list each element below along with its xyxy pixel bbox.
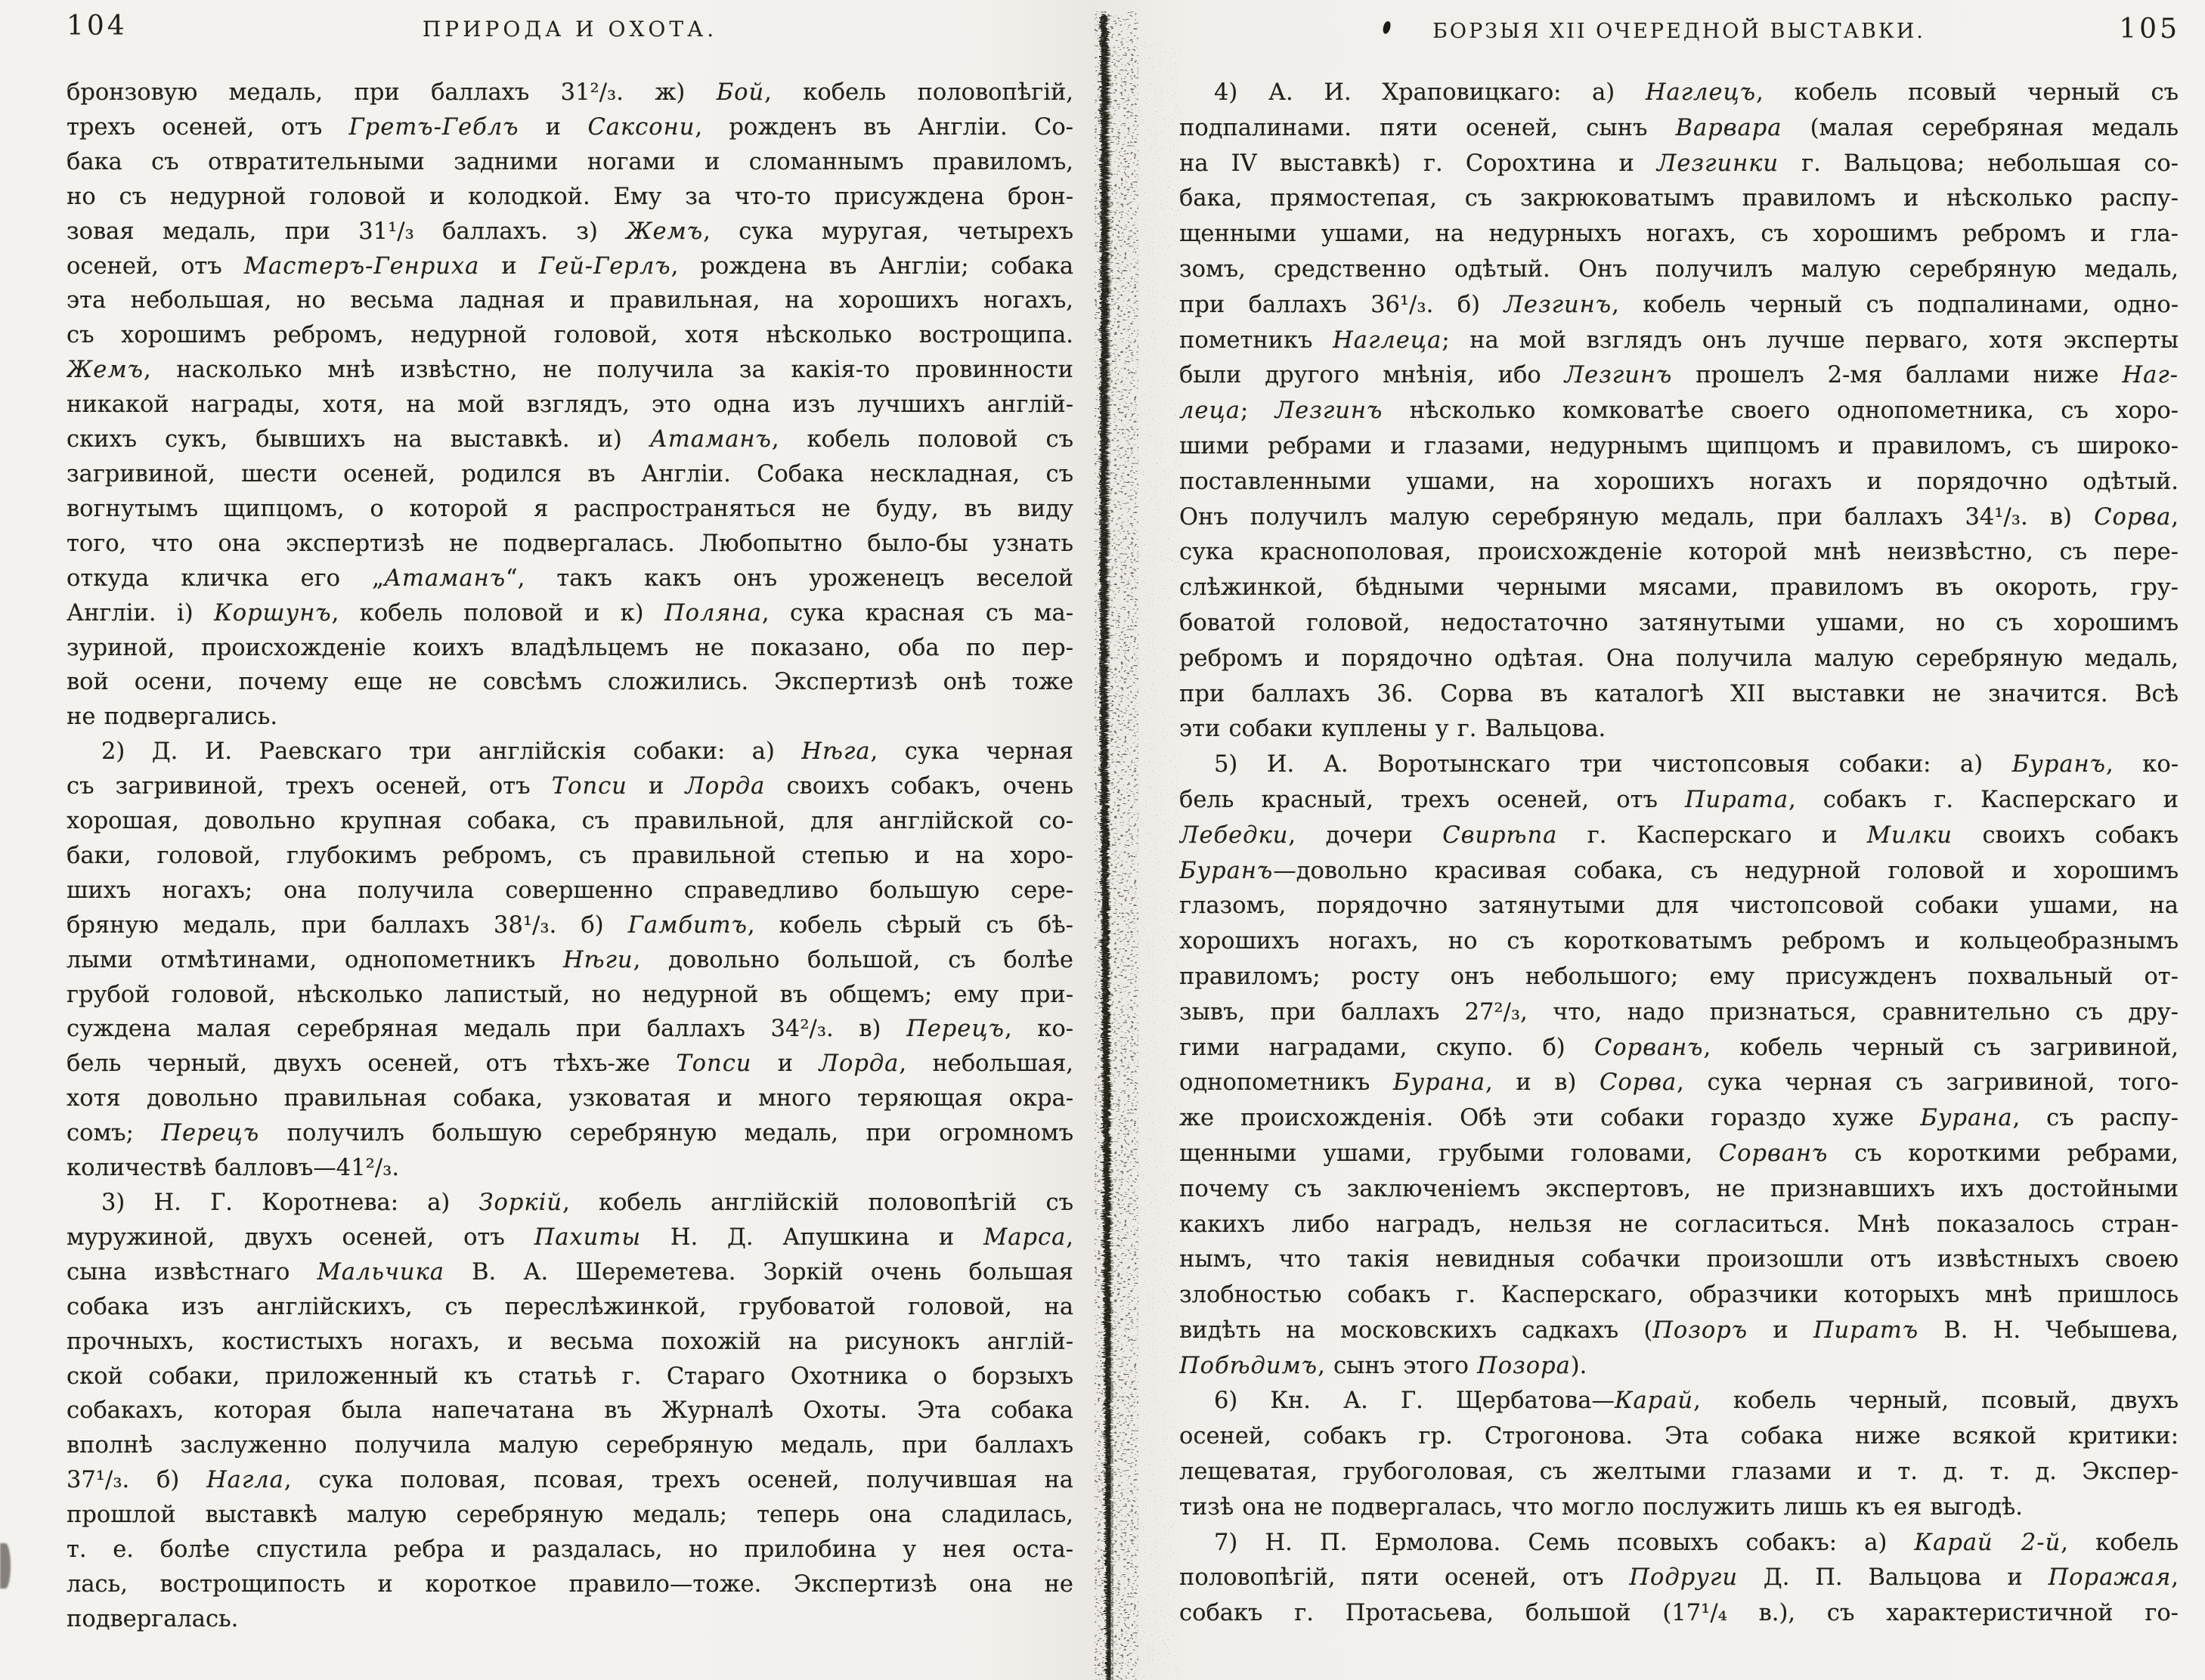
left-page-number: 104 (67, 11, 128, 42)
text-line: не подвергались. (67, 704, 278, 731)
text-line: нымъ, что такія невидныя собачки произошли отъ извѣстныхъ своею (1179, 1246, 2179, 1273)
text-line: вогнутымъ щипцомъ, о которой я распространяться не буду, въ виду (67, 495, 1073, 522)
text-line: гими наградами, скупо. б) Сорванъ, кобель черный съ загривиной, (1179, 1034, 2179, 1061)
paragraph (67, 735, 1073, 1186)
right-page-text (1179, 76, 2179, 1632)
text-line: прошлой выставкѣ малую серебряную медаль; теперь она сладилась, (67, 1502, 1073, 1529)
right-running-title: БОРЗЫЯ XII ОЧЕРЕДНОЙ ВЫСТАВКИ. (1432, 20, 1925, 43)
text-line: 6) Кн. А. Г. Щербатова—Карай, кобель черный, псовый, двухъ (1214, 1388, 2179, 1415)
text-line: 37¹/₃. б) Нагла, сука половая, псовая, трехъ осеней, получившая на (67, 1467, 1073, 1494)
text-line: тизѣ она не подвергалась, что могло послужить лишь къ ея выгодѣ. (1179, 1493, 2023, 1521)
text-line: щенными ушами, на недурныхъ ногахъ, съ хорошимъ ребромъ и гла- (1179, 221, 2179, 248)
text-line: баки, головой, глубокимъ ребромъ, съ правильной степью и на хоро- (67, 842, 1073, 869)
text-line: Жемъ, насколько мнѣ извѣстно, не получила за какія-то провинности (67, 357, 1073, 384)
text-line: бака, прямостепая, съ закрюковатымъ правиломъ и нѣсколько распу- (1179, 185, 2179, 212)
text-line: бака съ отвратительными задними ногами и сломаннымъ правиломъ, (67, 148, 1073, 175)
text-line: были другого мнѣнія, ибо Лезгинъ прошелъ 2-мя баллами ниже Наг- (1179, 362, 2179, 389)
text-line: хорошихъ ногахъ, но съ коротковатымъ ребромъ и кольцеобразнымъ (1179, 928, 2179, 955)
text-line: сомъ; Перецъ получилъ большую серебряную медаль, при огромномъ (67, 1120, 1073, 1147)
text-line: трехъ осеней, отъ Гретъ-Геблъ и Саксони, рожденъ въ Англіи. Со- (67, 113, 1073, 141)
text-line: загривиной, шести осеней, родился въ Англіи. Собака нескладная, съ (67, 460, 1073, 487)
left-running-title: ПРИРОДА И ОХОТА. (422, 17, 718, 42)
left-page-text (67, 76, 1073, 1637)
text-line: же происхожденія. Обѣ эти собаки гораздо хуже Бурана, съ распу- (1179, 1105, 2179, 1132)
text-line: собакъ г. Протасьева, большой (17¹/₄ в.), съ характеристичной го- (1179, 1600, 2179, 1627)
text-line: слѣжинкой, бѣдными черными мясами, правиломъ въ окороть, гру- (1179, 574, 2179, 602)
text-line: никакой награды, хотя, на мой взглядъ, это одна изъ лучшихъ англій- (67, 391, 1073, 419)
text-line: 2) Д. И. Раевскаго три англійскія собаки: а) Нѣга, сука черная (101, 738, 1073, 766)
text-line: того, что она экспертизѣ не подвергалась. Любопытно было-бы узнать (67, 530, 1073, 557)
text-line: бронзовую медаль, при баллахъ 31²/₃. ж) Бой, кобель половопѣгій, (67, 79, 1073, 106)
text-line: зовая медаль, при 31¹/₃ баллахъ. з) Жемъ, сука муругая, четырехъ (67, 218, 1073, 245)
text-line: собака изъ англійскихъ, съ переслѣжинкой, грубоватой головой, на (67, 1293, 1073, 1320)
scan-edge-smudge (0, 1543, 11, 1589)
text-line: вполнѣ заслуженно получила малую серебряную медаль, при баллахъ (67, 1432, 1073, 1459)
text-line: 4) А. И. Храповицкаго: а) Наглецъ, кобель псовый черный съ (1214, 79, 2179, 106)
text-line: прочныхъ, костистыхъ ногахъ, и весьма похожій на рисунокъ англій- (67, 1328, 1073, 1355)
right-page-number: 105 (2119, 14, 2180, 45)
text-line: скихъ сукъ, бывшихъ на выставкѣ. и) Атаманъ, кобель половой съ (67, 426, 1073, 453)
text-line: эти собаки куплены у г. Вальцова. (1179, 716, 1606, 743)
text-line: съ хорошимъ ребромъ, недурной головой, хотя нѣсколько вострощипа. (67, 322, 1073, 349)
text-line: лещеватая, грубоголовая, съ желтыми глазами и т. д. т. д. Экспер- (1179, 1459, 2179, 1486)
text-line: грубой головой, нѣсколько лапистый, но недурной въ общемъ; ему при- (67, 981, 1073, 1008)
text-line: откуда кличка его „Атаманъ“, такъ какъ онъ уроженецъ веселой (67, 565, 1073, 592)
text-line: лыми отмѣтинами, однопометникъ Нѣги, довольно большой, съ болѣе (67, 946, 1073, 973)
text-line: подвергалась. (67, 1605, 239, 1632)
text-line: боватой головой, недостаточно затянутыми ушами, но съ хорошимъ (1179, 609, 2179, 636)
paragraph (1179, 76, 2179, 747)
text-line: поставленными ушами, на хорошихъ ногахъ и порядочно одѣтый. (1179, 468, 2179, 495)
text-line: ребромъ и порядочно одѣтая. Она получила малую серебряную медаль, (1179, 645, 2179, 672)
text-line: пометникъ Наглеца; на мой взглядъ онъ лучше перваго, хотя эксперты (1179, 326, 2179, 354)
paragraph (1179, 747, 2179, 1384)
text-line: Англіи. і) Коршунъ, кобель половой и к) Поляна, сука красная съ ма- (67, 599, 1073, 627)
text-line: Лебедки, дочери Свирѣпа г. Касперскаго и Милки своихъ собакъ (1179, 821, 2179, 849)
paragraph (1179, 1526, 2179, 1632)
text-line: Побѣдимъ, сынъ этого Позора). (1179, 1352, 1587, 1379)
text-line: ской собаки, приложенный къ статьѣ г. Стараго Охотника о борзыхъ (67, 1363, 1073, 1390)
text-line: осеней, отъ Мастеръ-Генриха и Гей-Герлъ, рождена въ Англіи; собака (67, 252, 1073, 280)
paragraph (67, 76, 1073, 735)
text-line: шихъ ногахъ; она получила совершенно справедливо большую сере- (67, 877, 1073, 904)
text-line: вой осени, почему еще не совсѣмъ сложились. Экспертизѣ онѣ тоже (67, 669, 1073, 696)
text-line: видѣть на московскихъ садкахъ (Позоръ и Пиратъ В. Н. Чебышева, (1179, 1316, 2179, 1344)
text-line: правиломъ; росту онъ небольшого; ему присужденъ похвальный от- (1179, 963, 2179, 990)
text-line: хорошая, довольно крупная собака, съ правильной, для англійской со- (67, 808, 1073, 835)
text-line: какихъ либо наградъ, нельзя не согласиться. Мнѣ показалось стран- (1179, 1211, 2179, 1238)
text-line: лась, вострощипость и короткое правило—тоже. Экспертизѣ она не (67, 1570, 1073, 1598)
text-line: 5) И. А. Воротынскаго три чистопсовыя собаки: а) Буранъ, ко- (1214, 751, 2179, 778)
text-line: муружиной, двухъ осеней, отъ Пахиты Н. Д. Апушкина и Марса, (67, 1224, 1073, 1251)
text-line: злобностью собакъ г. Касперскаго, образчики которыхъ мнѣ пришлось (1179, 1282, 2179, 1309)
text-line: съ загривиной, трехъ осеней, отъ Топси и Лорда своихъ собакъ, очень (67, 773, 1073, 800)
text-line: но съ недурной головой и колодкой. Ему за что-то присуждена брон- (67, 183, 1073, 210)
text-line: 3) Н. Г. Коротнева: а) Зоркій, кобель англійскій половопѣгій съ (101, 1190, 1073, 1216)
text-line: бряную медаль, при баллахъ 38¹/₃. б) Гамбитъ, кобель сѣрый съ бѣ- (67, 911, 1073, 939)
text-line: щенными ушами, грубыми головами, Сорванъ съ короткими ребрами, (1179, 1140, 2179, 1167)
text-line: при баллахъ 36. Сорва въ каталогѣ XII выставки не значится. Всѣ (1179, 680, 2179, 707)
text-line: шими ребрами и глазами, недурнымъ щипцомъ и правиломъ, съ широко- (1179, 432, 2179, 459)
text-line: почему съ заключеніемъ экспертовъ, не признавшихъ ихъ достойными (1179, 1175, 2179, 1202)
text-line: половопѣгій, пяти осеней, отъ Подруги Д. П. Вальцова и Поражая, (1179, 1564, 2179, 1592)
text-line: бель красный, трехъ осеней, отъ Пирата, собакъ г. Касперскаго и (1179, 786, 2179, 813)
text-line: Онъ получилъ малую серебряную медаль, при баллахъ 34¹/₃. в) Сорва, (1179, 503, 2179, 531)
text-line: хотя довольно правильная собака, узковатая и много теряющая окра- (67, 1085, 1073, 1112)
text-line: на IV выставкѣ) г. Сорохтина и Лезгинки г. Вальцова; небольшая со- (1179, 150, 2179, 177)
text-line: подпалинами. пяти осеней, сынъ Варвара (малая серебряная медаль (1179, 114, 2179, 141)
text-line: количествѣ балловъ—41²/₃. (67, 1155, 400, 1182)
text-line: при баллахъ 36¹/₃. б) Лезгинъ, кобель черный съ подпалинами, одно- (1179, 291, 2179, 318)
text-line: зомъ, средственно одѣтый. Онъ получилъ малую серебряную медаль, (1179, 255, 2179, 283)
text-line: эта небольшая, но весьма ладная и правильная, на хорошихъ ногахъ, (67, 287, 1073, 314)
text-line: сына извѣстнаго Мальчика В. А. Шереметева. Зоркій очень большая (67, 1258, 1073, 1286)
text-line: зуриной, происхожденіе коихъ владѣльцемъ не показано, оба по пер- (67, 634, 1073, 661)
text-line: собакахъ, которая была напечатана въ Журналѣ Охоты. Эта собака (67, 1397, 1073, 1425)
text-line: однопометникъ Бурана, и в) Сорва, сука черная съ загривиной, того- (1179, 1069, 2179, 1097)
text-line: сука краснополовая, происхожденіе которой мнѣ неизвѣстно, съ пере- (1179, 539, 2179, 566)
text-line: 7) Н. П. Ермолова. Семь псовыхъ собакъ: а) Карай 2-й, кобель (1214, 1529, 2179, 1556)
text-line: бель черный, двухъ осеней, отъ тѣхъ-же Топси и Лорда, небольшая, (67, 1050, 1073, 1078)
text-line: глазомъ, порядочно затянутыми для чистопсовой собаки ушами, на (1179, 893, 2179, 920)
text-line: леца; Лезгинъ нѣсколько комковатѣе своего однопометника, съ хоро- (1179, 398, 2179, 425)
text-line: зывъ, при баллахъ 27²/₃, что, надо признаться, сравнительно съ дру- (1179, 998, 2179, 1026)
paragraph (67, 1186, 1073, 1637)
text-line: осеней, собакъ гр. Строгонова. Эта собака ниже всякой критики: (1179, 1423, 2179, 1450)
text-line: суждена малая серебряная медаль при баллахъ 34²/₃. в) Перецъ, ко- (67, 1016, 1073, 1043)
paragraph (1179, 1384, 2179, 1525)
text-line: т. е. болѣе спустила ребра и раздалась, но прилобина у нея оста- (67, 1536, 1073, 1564)
text-line: Буранъ—довольно красивая собака, съ недурной головой и хорошимъ (1179, 857, 2179, 884)
